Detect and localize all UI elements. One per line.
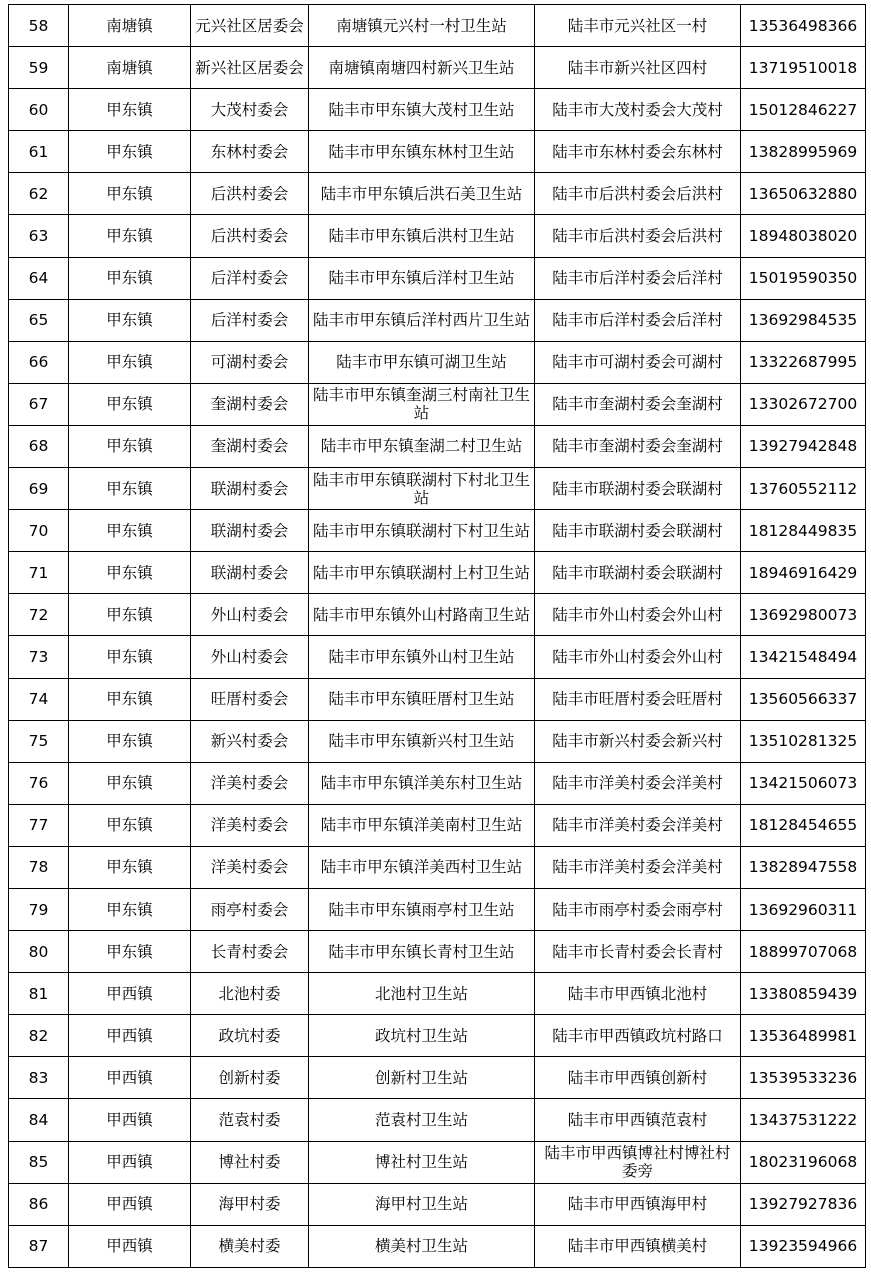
row-number-cell: 70 [9,510,69,552]
address-cell: 陆丰市洋美村委会洋美村 [535,846,741,888]
town-cell: 甲东镇 [69,173,191,215]
phone-cell: 18948038020 [741,215,866,257]
row-number-cell: 66 [9,341,69,383]
station-name-cell: 陆丰市甲东镇后洋村卫生站 [309,257,535,299]
row-number-cell: 80 [9,931,69,973]
station-name-cell: 南塘镇元兴村一村卫生站 [309,5,535,47]
committee-cell: 外山村委会 [191,636,309,678]
town-cell: 甲东镇 [69,425,191,467]
row-number-cell: 76 [9,762,69,804]
town-cell: 甲东镇 [69,594,191,636]
town-cell: 甲西镇 [69,1183,191,1225]
town-cell: 甲东镇 [69,552,191,594]
address-cell: 陆丰市洋美村委会洋美村 [535,804,741,846]
address-cell: 陆丰市新兴村委会新兴村 [535,720,741,762]
row-number-cell: 85 [9,1141,69,1183]
station-name-cell: 陆丰市甲东镇长青村卫生站 [309,931,535,973]
address-cell: 陆丰市后洪村委会后洪村 [535,215,741,257]
table-row [9,131,866,173]
table-row [9,425,866,467]
phone-cell: 13927927836 [741,1183,866,1225]
committee-cell: 洋美村委会 [191,846,309,888]
committee-cell: 创新村委 [191,1057,309,1099]
table-row [9,1141,866,1183]
station-name-cell: 陆丰市甲东镇联湖村下村卫生站 [309,510,535,552]
table-row [9,888,866,930]
phone-cell: 18023196068 [741,1141,866,1183]
station-name-cell: 陆丰市甲东镇洋美南村卫生站 [309,804,535,846]
town-cell: 甲东镇 [69,383,191,425]
table-row [9,299,866,341]
committee-cell: 海甲村委 [191,1183,309,1225]
table-row [9,762,866,804]
table-row [9,5,866,47]
station-name-cell: 陆丰市甲东镇奎湖二村卫生站 [309,425,535,467]
committee-cell: 联湖村委会 [191,552,309,594]
address-cell: 陆丰市甲西镇博社村博社村委旁 [535,1141,741,1183]
town-cell: 甲东镇 [69,636,191,678]
station-name-cell: 创新村卫生站 [309,1057,535,1099]
station-name-cell: 博社村卫生站 [309,1141,535,1183]
table-row [9,89,866,131]
committee-cell: 联湖村委会 [191,468,309,510]
committee-cell: 元兴社区居委会 [191,5,309,47]
station-name-cell: 海甲村卫生站 [309,1183,535,1225]
table-row [9,720,866,762]
phone-cell: 13560566337 [741,678,866,720]
station-name-cell: 陆丰市甲东镇雨亭村卫生站 [309,888,535,930]
address-cell: 陆丰市可湖村委会可湖村 [535,341,741,383]
phone-cell: 13536498366 [741,5,866,47]
row-number-cell: 81 [9,973,69,1015]
address-cell: 陆丰市新兴社区四村 [535,47,741,89]
table-row [9,215,866,257]
address-cell: 陆丰市甲西镇横美村 [535,1225,741,1267]
table-row [9,257,866,299]
station-name-cell: 陆丰市甲东镇可湖卫生站 [309,341,535,383]
town-cell: 甲东镇 [69,299,191,341]
phone-cell: 13692960311 [741,888,866,930]
address-cell: 陆丰市后洋村委会后洋村 [535,257,741,299]
town-cell: 甲东镇 [69,131,191,173]
phone-cell: 13692980073 [741,594,866,636]
table-row [9,468,866,510]
row-number-cell: 75 [9,720,69,762]
station-name-cell: 范袁村卫生站 [309,1099,535,1141]
committee-cell: 后洋村委会 [191,299,309,341]
station-name-cell: 陆丰市甲东镇后洪石美卫生站 [309,173,535,215]
committee-cell: 新兴社区居委会 [191,47,309,89]
table-row [9,1225,866,1267]
committee-cell: 范袁村委 [191,1099,309,1141]
station-name-cell: 政坑村卫生站 [309,1015,535,1057]
town-cell: 甲西镇 [69,1015,191,1057]
committee-cell: 北池村委 [191,973,309,1015]
committee-cell: 长青村委会 [191,931,309,973]
committee-cell: 新兴村委会 [191,720,309,762]
station-name-cell: 陆丰市甲东镇大茂村卫生站 [309,89,535,131]
phone-cell: 13927942848 [741,425,866,467]
row-number-cell: 79 [9,888,69,930]
town-cell: 甲东镇 [69,846,191,888]
committee-cell: 横美村委 [191,1225,309,1267]
address-cell: 陆丰市甲西镇海甲村 [535,1183,741,1225]
station-name-cell: 陆丰市甲东镇联湖村上村卫生站 [309,552,535,594]
row-number-cell: 69 [9,468,69,510]
table-row [9,510,866,552]
town-cell: 甲东镇 [69,468,191,510]
table-row [9,552,866,594]
address-cell: 陆丰市甲西镇北池村 [535,973,741,1015]
address-cell: 陆丰市外山村委会外山村 [535,636,741,678]
row-number-cell: 65 [9,299,69,341]
phone-cell: 13421506073 [741,762,866,804]
table-row [9,173,866,215]
address-cell: 陆丰市甲西镇创新村 [535,1057,741,1099]
phone-cell: 15019590350 [741,257,866,299]
town-cell: 甲东镇 [69,89,191,131]
phone-cell: 13380859439 [741,973,866,1015]
health-station-table [8,4,866,1268]
town-cell: 甲西镇 [69,1057,191,1099]
row-number-cell: 87 [9,1225,69,1267]
row-number-cell: 68 [9,425,69,467]
row-number-cell: 73 [9,636,69,678]
address-cell: 陆丰市后洋村委会后洋村 [535,299,741,341]
table-row [9,341,866,383]
town-cell: 甲东镇 [69,341,191,383]
committee-cell: 雨亭村委会 [191,888,309,930]
address-cell: 陆丰市奎湖村委会奎湖村 [535,383,741,425]
phone-cell: 13650632880 [741,173,866,215]
address-cell: 陆丰市联湖村委会联湖村 [535,510,741,552]
town-cell: 甲东镇 [69,510,191,552]
address-cell: 陆丰市长青村委会长青村 [535,931,741,973]
address-cell: 陆丰市联湖村委会联湖村 [535,552,741,594]
address-cell: 陆丰市外山村委会外山村 [535,594,741,636]
row-number-cell: 84 [9,1099,69,1141]
station-name-cell: 陆丰市甲东镇奎湖三村南社卫生站 [309,383,535,425]
station-name-cell: 陆丰市甲东镇后洪村卫生站 [309,215,535,257]
committee-cell: 后洪村委会 [191,173,309,215]
document-page [8,4,866,1268]
committee-cell: 外山村委会 [191,594,309,636]
row-number-cell: 62 [9,173,69,215]
station-name-cell: 陆丰市甲东镇联湖村下村北卫生站 [309,468,535,510]
phone-cell: 13923594966 [741,1225,866,1267]
table-row [9,804,866,846]
committee-cell: 旺厝村委会 [191,678,309,720]
row-number-cell: 63 [9,215,69,257]
row-number-cell: 64 [9,257,69,299]
row-number-cell: 77 [9,804,69,846]
committee-cell: 东林村委会 [191,131,309,173]
town-cell: 甲东镇 [69,762,191,804]
address-cell: 陆丰市奎湖村委会奎湖村 [535,425,741,467]
address-cell: 陆丰市后洪村委会后洪村 [535,173,741,215]
table-row [9,678,866,720]
address-cell: 陆丰市东林村委会东林村 [535,131,741,173]
station-name-cell: 陆丰市甲东镇洋美西村卫生站 [309,846,535,888]
phone-cell: 18128449835 [741,510,866,552]
address-cell: 陆丰市甲西镇范袁村 [535,1099,741,1141]
committee-cell: 奎湖村委会 [191,383,309,425]
table-row [9,1057,866,1099]
station-name-cell: 北池村卫生站 [309,973,535,1015]
phone-cell: 18128454655 [741,804,866,846]
phone-cell: 13536489981 [741,1015,866,1057]
phone-cell: 18946916429 [741,552,866,594]
row-number-cell: 82 [9,1015,69,1057]
row-number-cell: 74 [9,678,69,720]
town-cell: 甲西镇 [69,1225,191,1267]
station-name-cell: 陆丰市甲东镇外山村卫生站 [309,636,535,678]
town-cell: 甲东镇 [69,804,191,846]
phone-cell: 13322687995 [741,341,866,383]
phone-cell: 13437531222 [741,1099,866,1141]
table-row [9,846,866,888]
town-cell: 南塘镇 [69,47,191,89]
row-number-cell: 72 [9,594,69,636]
town-cell: 甲东镇 [69,257,191,299]
table-row [9,636,866,678]
row-number-cell: 67 [9,383,69,425]
row-number-cell: 78 [9,846,69,888]
phone-cell: 13719510018 [741,47,866,89]
table-row [9,1099,866,1141]
station-name-cell: 陆丰市甲东镇旺厝村卫生站 [309,678,535,720]
phone-cell: 13539533236 [741,1057,866,1099]
phone-cell: 13760552112 [741,468,866,510]
phone-cell: 15012846227 [741,89,866,131]
table-body [9,5,866,1268]
table-row [9,931,866,973]
committee-cell: 政坑村委 [191,1015,309,1057]
town-cell: 甲东镇 [69,720,191,762]
row-number-cell: 58 [9,5,69,47]
phone-cell: 13510281325 [741,720,866,762]
table-row [9,383,866,425]
phone-cell: 13421548494 [741,636,866,678]
row-number-cell: 59 [9,47,69,89]
station-name-cell: 陆丰市甲东镇新兴村卫生站 [309,720,535,762]
address-cell: 陆丰市甲西镇政坑村路口 [535,1015,741,1057]
committee-cell: 博社村委 [191,1141,309,1183]
town-cell: 甲西镇 [69,973,191,1015]
station-name-cell: 横美村卫生站 [309,1225,535,1267]
station-name-cell: 陆丰市甲东镇洋美东村卫生站 [309,762,535,804]
committee-cell: 洋美村委会 [191,762,309,804]
table-row [9,594,866,636]
committee-cell: 可湖村委会 [191,341,309,383]
station-name-cell: 南塘镇南塘四村新兴卫生站 [309,47,535,89]
town-cell: 甲东镇 [69,931,191,973]
table-row [9,47,866,89]
address-cell: 陆丰市旺厝村委会旺厝村 [535,678,741,720]
committee-cell: 奎湖村委会 [191,425,309,467]
table-row [9,1183,866,1225]
row-number-cell: 61 [9,131,69,173]
station-name-cell: 陆丰市甲东镇后洋村西片卫生站 [309,299,535,341]
station-name-cell: 陆丰市甲东镇外山村路南卫生站 [309,594,535,636]
table-row [9,973,866,1015]
address-cell: 陆丰市大茂村委会大茂村 [535,89,741,131]
committee-cell: 洋美村委会 [191,804,309,846]
phone-cell: 18899707068 [741,931,866,973]
town-cell: 甲西镇 [69,1099,191,1141]
phone-cell: 13302672700 [741,383,866,425]
committee-cell: 大茂村委会 [191,89,309,131]
row-number-cell: 86 [9,1183,69,1225]
address-cell: 陆丰市联湖村委会联湖村 [535,468,741,510]
table-row [9,1015,866,1057]
row-number-cell: 71 [9,552,69,594]
row-number-cell: 83 [9,1057,69,1099]
phone-cell: 13692984535 [741,299,866,341]
committee-cell: 后洋村委会 [191,257,309,299]
phone-cell: 13828995969 [741,131,866,173]
committee-cell: 联湖村委会 [191,510,309,552]
address-cell: 陆丰市洋美村委会洋美村 [535,762,741,804]
address-cell: 陆丰市元兴社区一村 [535,5,741,47]
town-cell: 甲东镇 [69,215,191,257]
row-number-cell: 60 [9,89,69,131]
committee-cell: 后洪村委会 [191,215,309,257]
address-cell: 陆丰市雨亭村委会雨亭村 [535,888,741,930]
station-name-cell: 陆丰市甲东镇东林村卫生站 [309,131,535,173]
town-cell: 南塘镇 [69,5,191,47]
town-cell: 甲东镇 [69,888,191,930]
phone-cell: 13828947558 [741,846,866,888]
town-cell: 甲西镇 [69,1141,191,1183]
town-cell: 甲东镇 [69,678,191,720]
